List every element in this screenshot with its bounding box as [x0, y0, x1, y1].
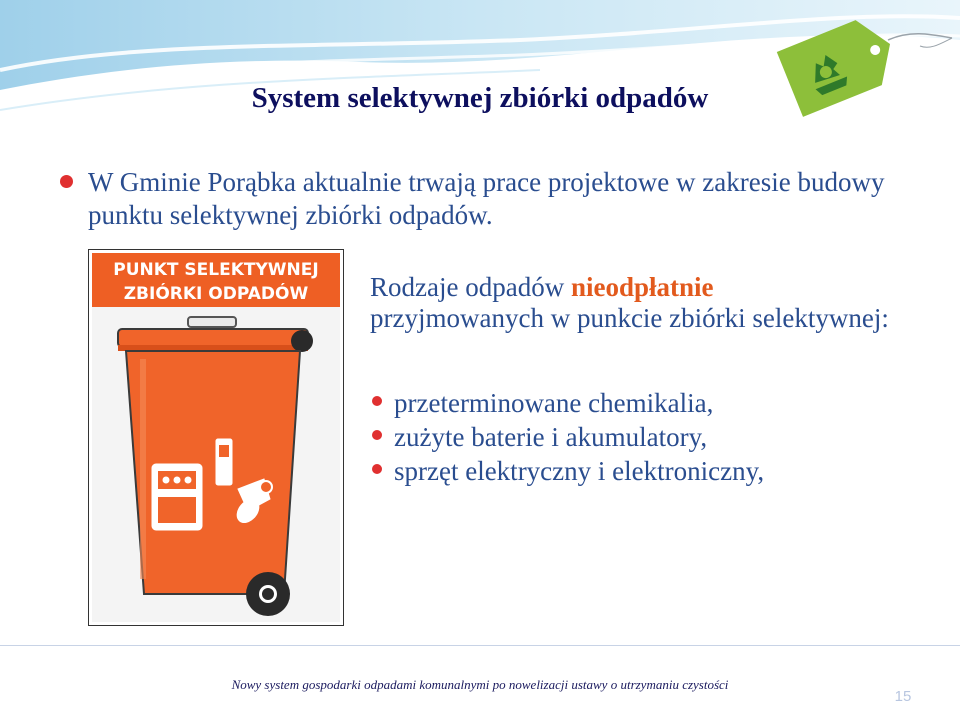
info-highlight: nieodpłatnie: [570, 272, 714, 302]
intro-text: W Gminie Porąbka aktualnie trwają prace projektowe w zakresie budowy punktu selektywnej zbiórki odpadów.: [88, 167, 885, 230]
list-item-text: sprzęt elektryczny i elektroniczny,: [394, 456, 765, 486]
list-item-text: przeterminowane chemikalia,: [394, 388, 714, 418]
list-item-text: zużyte baterie i akumulatory,: [394, 422, 708, 452]
waste-types-list: [370, 386, 930, 488]
poster-line-2: ZBIÓRKI ODPADÓW: [123, 284, 309, 304]
bullet-dot: [372, 430, 382, 440]
collection-point-poster: [88, 249, 344, 626]
waste-types-intro: [370, 272, 890, 334]
list-item: [370, 386, 930, 420]
orange-bin-icon: [118, 317, 313, 616]
bullet-dot: [372, 464, 382, 474]
intro-paragraph: [56, 166, 916, 232]
recycle-tag: [770, 10, 960, 140]
bullet-dot: [372, 396, 382, 406]
list-item: [370, 454, 930, 488]
info-suffix: przyjmowanych w punkcie zbiórki selektywnej:: [370, 303, 889, 333]
info-prefix: Rodzaje odpadów: [370, 272, 571, 302]
poster-line-1: PUNKT SELEKTYWNEJ: [113, 260, 319, 280]
bullet-dot: [60, 175, 73, 188]
footer-divider: [0, 645, 960, 646]
slide-footer: Nowy system gospodarki odpadami komunalnymi po nowelizacji ustawy o utrzymaniu czystości: [231, 677, 729, 692]
slide-title: System selektywnej zbiórki odpadów: [251, 82, 709, 114]
page-number: 15: [894, 688, 912, 705]
list-item: [370, 420, 930, 454]
